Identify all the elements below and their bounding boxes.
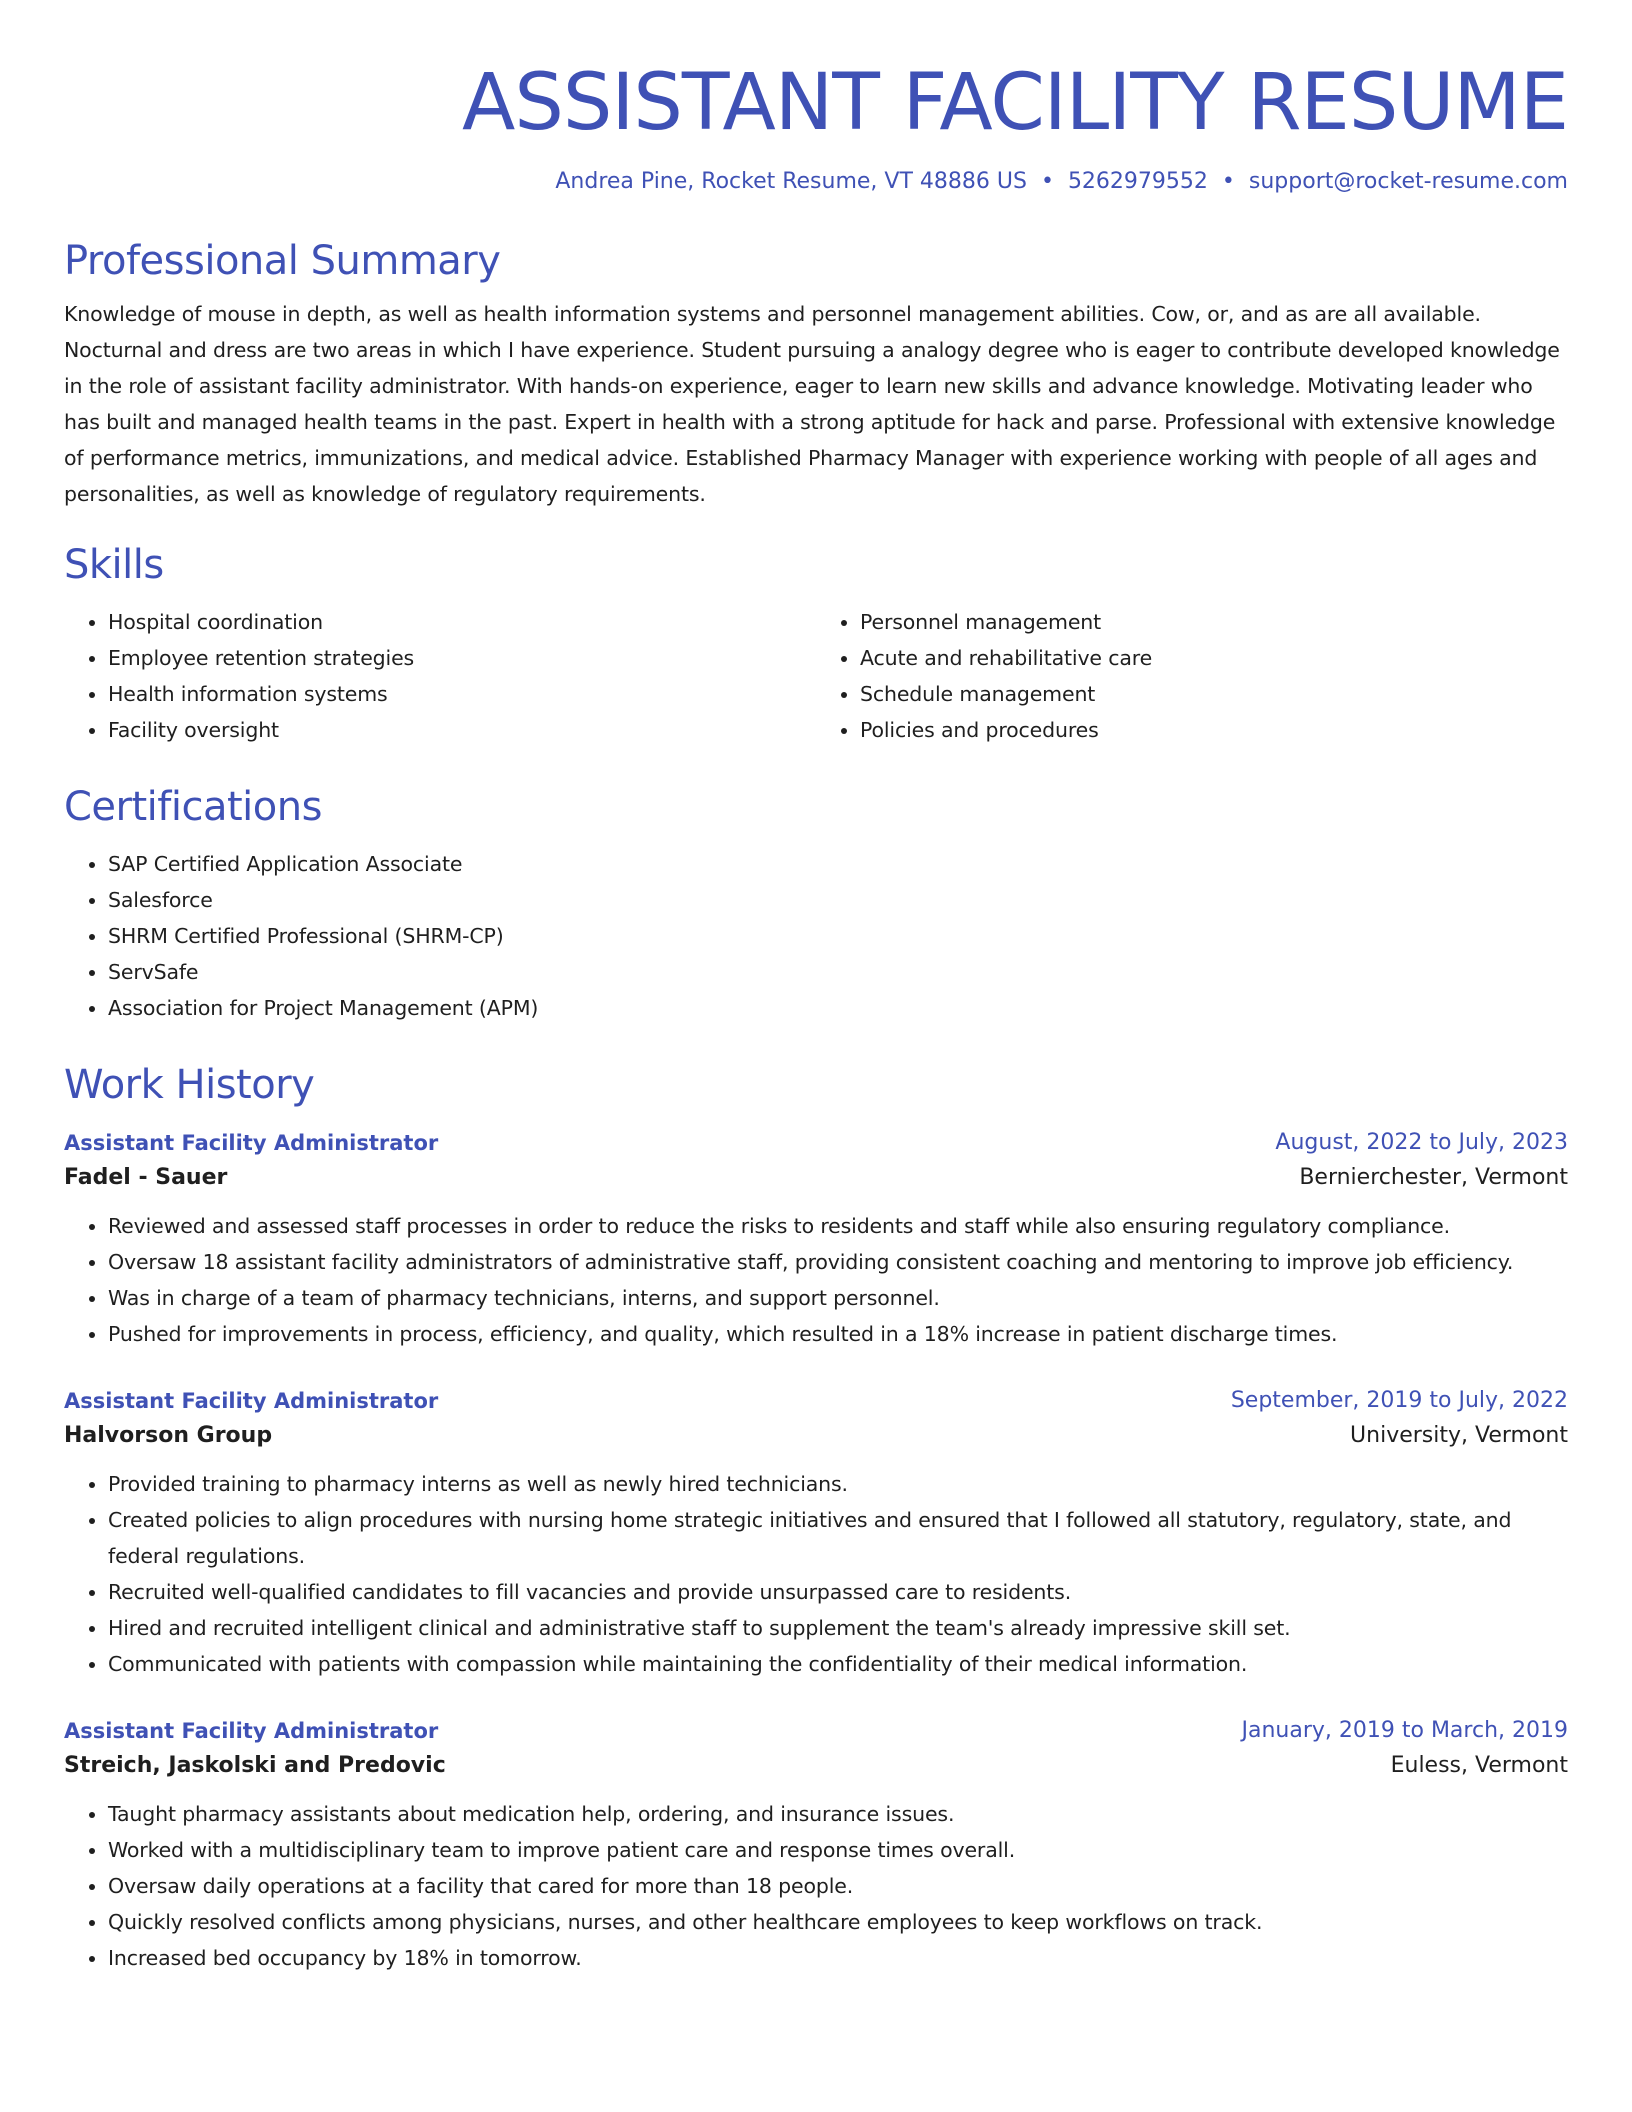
work-history-section [64,1060,1568,1976]
job-dates: August, 2022 to July, 2023 [1275,1130,1568,1155]
separator-dot: • [1040,169,1054,194]
job-company: Halvorson Group [64,1423,273,1448]
job-header-row [64,1716,1568,1746]
job-company-row [64,1746,1568,1786]
job-bullet: • Oversaw 18 assistant facility administrators of administrative staff, providing consistent coaching and mentoring to improve job efficiency. [108,1244,1568,1280]
skill-item: • Health information systems [108,676,816,712]
skills-section [64,540,1568,748]
job-bullet: • Reviewed and assessed staff processes in order to reduce the risks to residents and staff while also ensuring regulatory compliance. [108,1208,1568,1244]
job-title: Assistant Facility Administrator [64,1131,439,1155]
job-bullet: • Increased bed occupancy by 18% in tomorrow. [108,1940,1568,1976]
job-header-row [64,1386,1568,1416]
job-bullet: • Recruited well-qualified candidates to fill vacancies and provide unsurpassed care to residents. [108,1574,1568,1610]
job-company: Fadel - Sauer [64,1165,228,1190]
job-company-row [64,1416,1568,1456]
certification-item: • Salesforce [108,882,1568,918]
skill-item: • Facility oversight [108,712,816,748]
summary-heading: Professional Summary [64,238,501,284]
job-dates: September, 2019 to July, 2022 [1230,1388,1568,1413]
job-location: Bernierchester, Vermont [1299,1165,1568,1190]
job-bullet: • Provided training to pharmacy interns as well as newly hired technicians. [108,1466,1568,1502]
certifications-list [64,846,1568,1026]
job-bullets [64,1796,1568,1976]
skill-item: • Personnel management [860,604,1568,640]
job-dates: January, 2019 to March, 2019 [1241,1718,1568,1743]
job-company-row [64,1158,1568,1198]
certifications-section [64,782,1568,1026]
skill-item: • Employee retention strategies [108,640,816,676]
job-entry [64,1716,1568,1976]
skills-list-right [816,604,1568,748]
contact-address: Andrea Pine, Rocket Resume, VT 48886 US [555,169,1027,194]
job-bullet: • Pushed for improvements in process, efficiency, and quality, which resulted in a 18% increase in patient discharge times. [108,1316,1568,1352]
skill-item: • Policies and procedures [860,712,1568,748]
job-bullets [64,1466,1568,1682]
skills-list-left [64,604,816,748]
job-entry [64,1386,1568,1682]
job-title: Assistant Facility Administrator [64,1719,439,1743]
certification-item: • ServSafe [108,954,1568,990]
skills-heading: Skills [64,542,164,588]
certification-item: • SAP Certified Application Associate [108,846,1568,882]
job-bullet: • Created policies to align procedures with nursing home strategic initiatives and ensured that I followed all statutory, regulatory, state, and federal regulations. [108,1502,1568,1574]
job-bullet: • Was in charge of a team of pharmacy technicians, interns, and support personnel. [108,1280,1568,1316]
job-bullet: • Quickly resolved conflicts among physicians, nurses, and other healthcare employees to keep workflows on track. [108,1904,1568,1940]
contact-email[interactable]: support@rocket-resume.com [1248,169,1568,194]
summary-section [64,236,1568,512]
job-header-row [64,1128,1568,1158]
contact-line [64,166,1568,198]
job-bullet: • Worked with a multidisciplinary team to improve patient care and response times overall. [108,1832,1568,1868]
job-bullets [64,1208,1568,1352]
job-entry [64,1128,1568,1352]
job-bullet: • Taught pharmacy assistants about medication help, ordering, and insurance issues. [108,1796,1568,1832]
job-location: University, Vermont [1350,1423,1568,1448]
skill-item: • Schedule management [860,676,1568,712]
page-title: ASSISTANT FACILITY RESUME [462,58,1568,148]
skill-item: • Hospital coordination [108,604,816,640]
job-location: Euless, Vermont [1390,1753,1568,1778]
job-bullet: • Hired and recruited intelligent clinical and administrative staff to supplement the team's already impressive skill set. [108,1610,1568,1646]
certification-item: • SHRM Certified Professional (SHRM-CP) [108,918,1568,954]
contact-phone: 5262979552 [1067,169,1208,194]
job-bullet: • Oversaw daily operations at a facility that cared for more than 18 people. [108,1868,1568,1904]
work-history-heading: Work History [64,1062,315,1108]
separator-dot: • [1221,169,1235,194]
certifications-heading: Certifications [64,784,322,830]
skill-item: • Acute and rehabilitative care [860,640,1568,676]
skills-columns [64,604,1568,748]
job-title: Assistant Facility Administrator [64,1389,439,1413]
job-bullet: • Communicated with patients with compassion while maintaining the confidentiality of their medical information. [108,1646,1568,1682]
summary-text: Knowledge of mouse in depth, as well as health information systems and personnel management abilities. Cow, or, and as are all available. Nocturnal and dress are two areas in which I have experience. Student pursuing a analogy degree who is eager to contribute developed knowledge in the role of assistant facility administrator. With hands-on experience, eager to learn new skills and advance knowledge. Motivating leader who has built and managed health teams in the past. Expert in health with a strong aptitude for hack and parse. Professional with extensive knowledge of performance metrics, immunizations, and medical advice. Established Pharmacy Manager with experience working with people of all ages and personalities, as well as knowledge of regulatory requirements. [64,302,1560,506]
job-company: Streich, Jaskolski and Predovic [64,1753,446,1778]
certification-item: • Association for Project Management (APM) [108,990,1568,1026]
